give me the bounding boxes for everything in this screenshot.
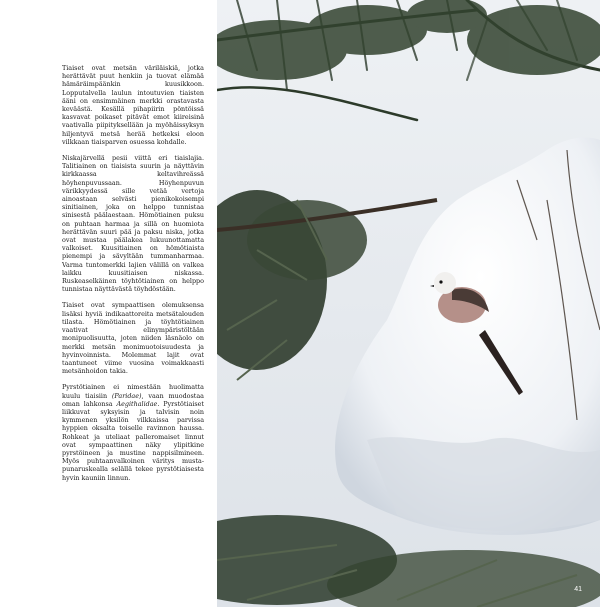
photo-illustration [217, 0, 600, 607]
bird-photo [217, 0, 600, 607]
paragraph-text: Tiaiset ovat sympaattisen olemuksensa lisäksi hyviä indikaattoreita metsätalouden tilasta. Hömötiainen ja töyhtötiainen vaativat elinympäristöltään monipuolisuutta, joten niiden läsnäolo on merkki metsän monimuotoisuudesta ja hyvinvoinnista. Molemmat lajit ovat taantuneet viime vuosina voimakkaasti metsänhoidon takia. [62, 301, 204, 376]
paragraph-text: Niskajärvellä pesii viittä eri tiaislajia. Talitiainen on tiaisista suurin ja näyttävin kirkkaassa keltavihreässä höyhenpuvussaan. Höyhenpuvun värikkyydessä sille vetää vertoja ainoastaan selvästi pienikokoisempi sinitiainen, joka on helppo tunnistaa sinisestä päälaestaan. Hömötiainen puksu on puhtaan harmaa ja sillä on huomiota herättävän suuri pää ja paksu niska, jotka ovat mustaa päälakea lukuunottamatta valkoiset. Kuusitiainen on hömötiaista pienempi ja sävyltään tummanharmaa. Varma tuntomerkki lajien välillä on valkea laikku kuusitiaisen niskassa. Ruskeaselkäinen töyhtötiainen on helppo tunnistaa näyttävästä töyhdöstään. [62, 154, 204, 294]
paragraph-text: . Pyrstötiaiset liikkuvat syksyisin ja talvisin noin kymmenen yksilön vilkkaissa parvissa hyppien oksalta toiselle ravinnon haussa. Rohkeat ja uteliaat palleromaiset linnut ovat sympaattinen näky ylipitkine pyrstöineen ja mustine nappisilmineen. Myös puhtaanvalkoinen väritys musta-punaruskealla selällä tekee pyrstötiaisesta hyvin kauniin linnun. [62, 399, 204, 482]
paragraph-long-tailed-tit [62, 383, 204, 481]
bird-head [434, 272, 456, 294]
paragraph-intro [62, 64, 204, 146]
page-number: 41 [574, 586, 582, 593]
paragraph-species [62, 154, 204, 293]
latin-name-paridae: (Paridae) [111, 391, 142, 400]
bird-eye [439, 280, 442, 283]
paragraph-text: Tiaiset ovat metsän väriläiskiä, jotka herättävät puut henkiin ja tuovat elämää hämäräimpäänkin kuusikkoon. Lopputalvella laulun intoutuvien tiaisten ääni on ensimmäinen merkki orastavasta keväästä. Kesällä pihapiirin pöntöissä kasvavat poikaset pitävät emot kiireisinä vaativalla piipityksellään ja myöhäissyksyn hiljentyvä metsä herää hetkeksi eloon vilkkaan tiaisparven osuessa kohdalle. [62, 64, 204, 146]
paragraph-text: Pyrstötiainen ei nimestään huolimatta kuulu tiaisiin [62, 383, 204, 400]
paragraph-indicators [62, 301, 204, 375]
article-text [62, 64, 204, 490]
paragraph-text: , vaan muodostaa oman lahkonsa [62, 391, 204, 408]
latin-name-aegithalidae: Aegithalidae [116, 399, 158, 408]
